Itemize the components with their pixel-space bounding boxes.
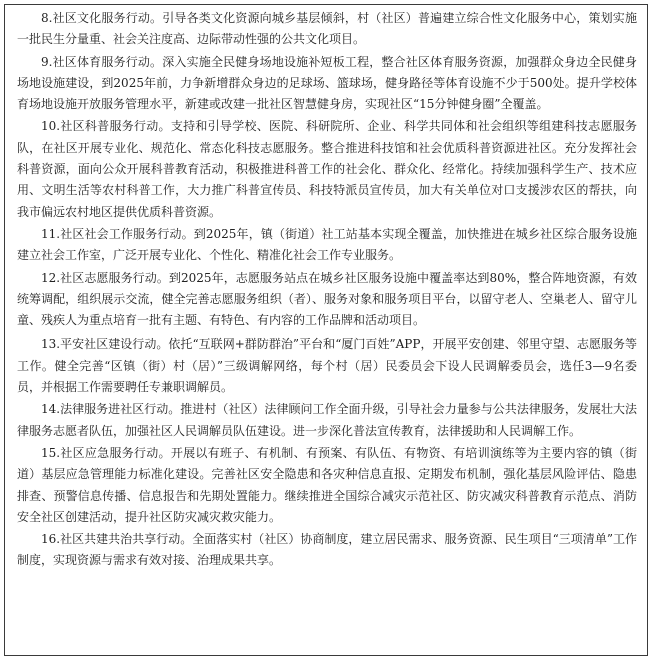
- paragraph-sports-service: 9.社区体育服务行动。深入实施全民健身场地设施补短板工程，整合社区体育服务资源，加强群众身边全民健身场地设施建设，到2025年前，力争新增群众身边的足球场、篮球场，健身路径等体育设施不少于500处。提升学校体育场地设施开放服务管理水平，新建或改建一批社区智慧健身房，实现社区“15分钟健身圈”全覆盖。: [17, 54, 637, 112]
- paragraph-volunteer-service: 12.社区志愿服务行动。到2025年，志愿服务站点在城乡社区服务设施中覆盖率达到80%，整合阵地资源，有效统筹调配，组织展示交流，健全完善志愿服务组织（者）、服务对象和服务项目平台，以留守老人、空巢老人、留守儿童、残疾人为重点培育一批有主题、有特色、有内容的工作品牌和活动项目。: [17, 270, 637, 328]
- paragraph-science-service: 10.社区科普服务行动。支持和引导学校、医院、科研院所、企业、科学共同体和社会组织等组建科技志愿服务队，在社区开展专业化、规范化、常态化科技志愿服务。整合推进科技馆和社会优质科普资源进社区。充分发挥社会科普资源，面向公众开展科普教育活动，积极推进科普工作的社会化、群众化、经常化。持续加强科学生产、技术应用、文明生活等农村科普工作，大力推广科普宣传员、科技特派员宣传员，加大有关单位对口支援涉农区的帮扶，向我市偏远农村地区提供优质科普资源。: [17, 119, 637, 219]
- paragraph-social-work-service: 11.社区社会工作服务行动。到2025年，镇（街道）社工站基本实现全覆盖，加快推进在城乡社区综合服务设施建立社会工作室，广泛开展专业化、个性化、精准化社会工作专业服务。: [17, 226, 637, 263]
- paragraph-emergency-service: 15.社区应急服务行动。开展以有班子、有机制、有预案、有队伍、有物资、有培训演练等为主要内容的镇（街道）基层应急管理能力标准化建设。完善社区安全隐患和各灾种信息直报、定期发布机制，强化基层风险评估、隐患排查、预警信息传播、信息报告和先期处置能力。继续推进全国综合减灾示范社区、防灾减灾科普教育示范点、消防安全社区创建活动，提升社区防灾减灾救灾能力。: [17, 445, 637, 524]
- paragraph-legal-service: 14.法律服务进社区行动。推进村（社区）法律顾问工作全面升级，引导社会力量参与公共法律服务，发展壮大法律服务志愿者队伍，加强社区人民调解员队伍建设。进一步深化普法宣传教育，法律援助和人民调解工作。: [17, 402, 637, 438]
- paragraph-co-governance: 16.社区共建共治共享行动。全面落实村（社区）协商制度，建立居民需求、服务资源、民生项目“三项清单”工作制度，实现资源与需求有效对接、治理成果共享。: [17, 532, 637, 568]
- paragraph-safe-community: 13.平安社区建设行动。依托“互联网+群防群治”平台和“厦门百姓”APP，开展平安创建、邻里守望、志愿服务等工作。健全完善“区镇（街）村（居）”三级调解网络，每个村（居）民委员会下设人民调解委员会，选任3—9名委员，并根据工作需要聘任专兼职调解员。: [17, 337, 637, 395]
- paragraph-cultural-service: 8.社区文化服务行动。引导各类文化资源向城乡基层倾斜，村（社区）普遍建立综合性文化服务中心，策划实施一批民生分量重、社会关注度高、边际带动性强的公共文化项目。: [17, 11, 637, 47]
- text-box: [4, 4, 648, 656]
